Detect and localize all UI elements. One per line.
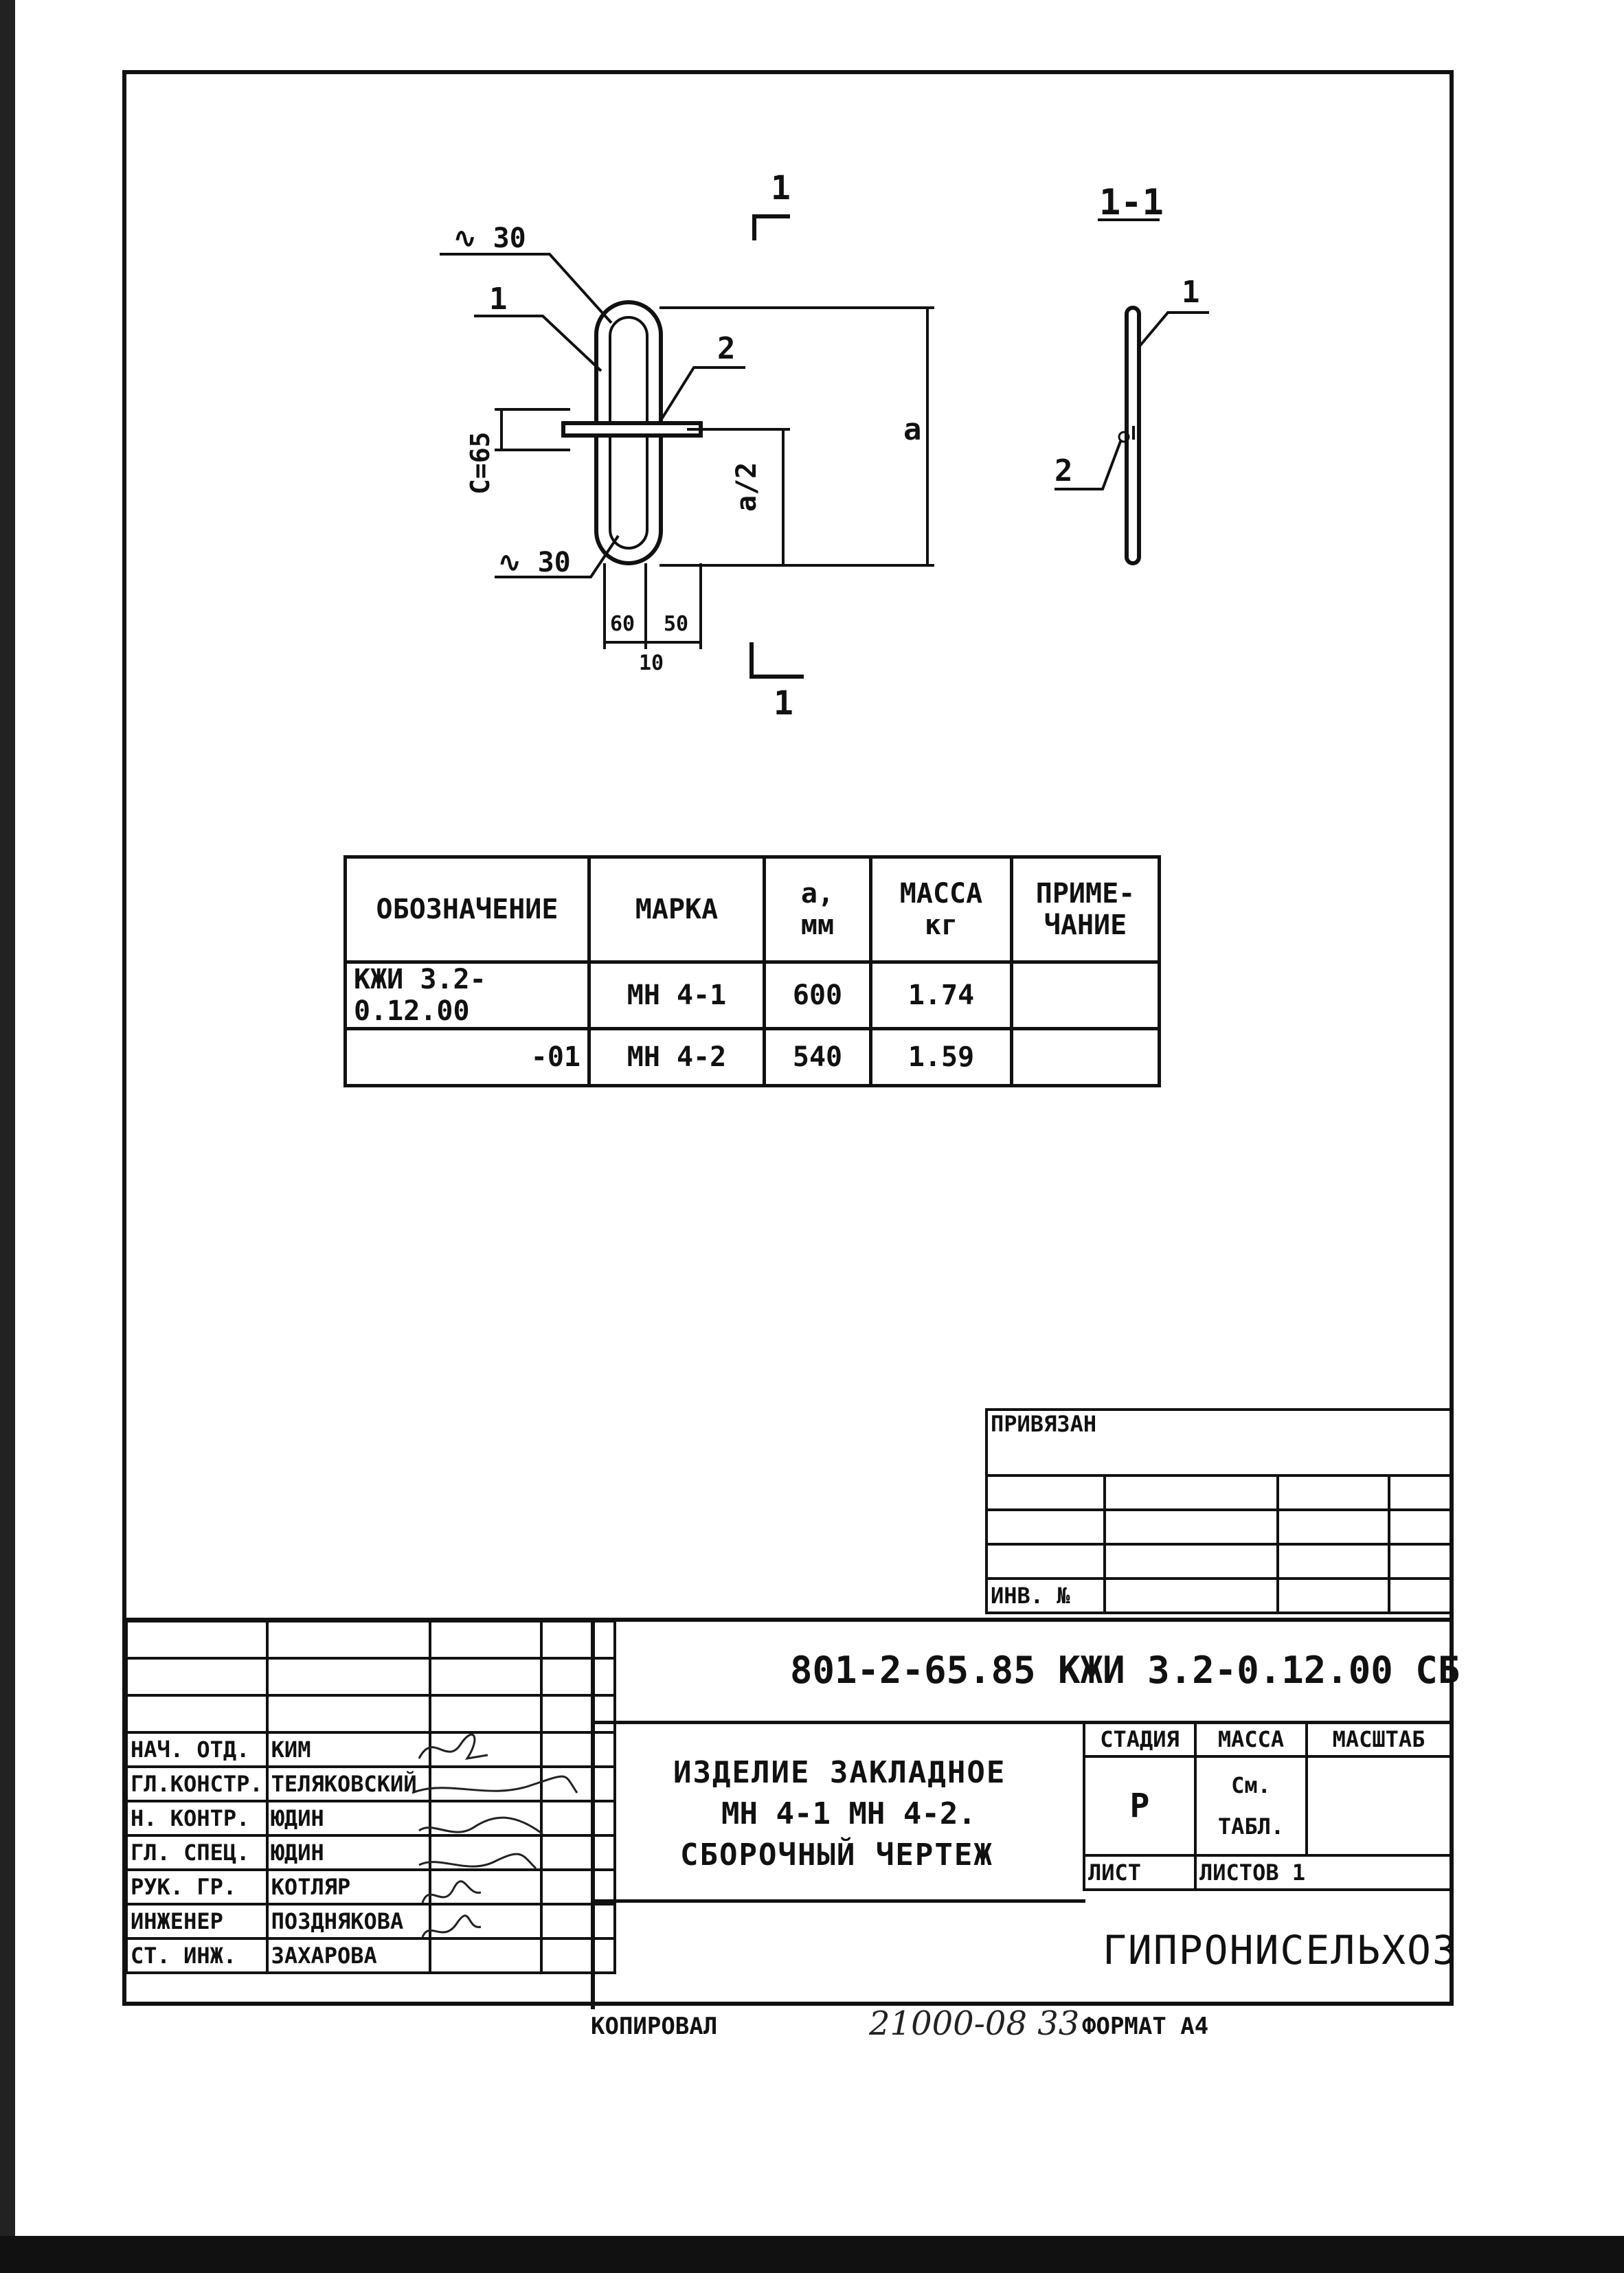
- section-leader-2-label: 2: [1055, 453, 1073, 488]
- staff-role: ГЛ.КОНСТР.: [126, 1767, 267, 1801]
- binding-block: [985, 1408, 1452, 1614]
- table-cell: МН 4-1: [589, 962, 765, 1029]
- table-cell: 1.59: [871, 1029, 1012, 1086]
- table-row: [346, 1029, 1160, 1086]
- mass-label: МАССА: [1195, 1722, 1307, 1756]
- spec-header: ПРИМЕ- ЧАНИЕ: [1012, 857, 1160, 962]
- format-label: ФОРМАТ А4: [1082, 2013, 1209, 2040]
- binding-label: ПРИВЯЗАН: [986, 1410, 1451, 1475]
- stage-table: [1083, 1721, 1452, 1891]
- table-cell: [1012, 1029, 1160, 1086]
- dimension-a-half-label: a/2: [731, 462, 763, 512]
- staff-role: НАЧ. ОТД.: [126, 1732, 267, 1767]
- section-leader-1-label: 1: [1182, 275, 1200, 310]
- dimension-60-label: 60: [610, 612, 635, 636]
- organization-name: ГИПРОНИСЕЛЬХОЗ: [1103, 1927, 1458, 1974]
- mass-value-line-1: См.: [1231, 1772, 1271, 1798]
- staff-name: КИМ: [267, 1732, 430, 1767]
- staff-role: ИНЖЕНЕР: [126, 1904, 267, 1938]
- staff-name: ЮДИН: [267, 1835, 430, 1870]
- staff-name: ЗАХАРОВА: [267, 1938, 430, 1973]
- dimension-50-label: 50: [664, 612, 689, 636]
- leader-1-label: 1: [489, 282, 508, 317]
- spec-header: МАССА кг: [871, 857, 1012, 962]
- table-cell: [1012, 962, 1160, 1029]
- spec-header: ОБОЗНАЧЕНИЕ: [346, 857, 589, 962]
- staff-name: ЮДИН: [267, 1801, 430, 1835]
- scale-label: МАСШТАБ: [1307, 1722, 1451, 1756]
- mass-value: [1195, 1756, 1307, 1855]
- section-mark-top-label: 1: [771, 169, 791, 207]
- table-cell: КЖИ 3.2-0.12.00: [346, 962, 589, 1029]
- table-cell: 540: [765, 1029, 871, 1086]
- staff-role: ГЛ. СПЕЦ.: [126, 1835, 267, 1870]
- title-line-2: МН 4-1 МН 4-2.: [721, 1796, 976, 1831]
- table-cell: МН 4-2: [589, 1029, 765, 1086]
- table-cell: -01: [346, 1029, 589, 1086]
- dimension-c-label: C=65: [465, 431, 495, 495]
- copy-number: 21000-08 33: [869, 2004, 1080, 2043]
- dimension-a-label: a: [903, 412, 922, 447]
- assembly-drawing: [0, 0, 1624, 790]
- stage-value: Р: [1084, 1756, 1195, 1855]
- sheets-label: ЛИСТОВ 1: [1195, 1855, 1451, 1890]
- stage-label: СТАДИЯ: [1084, 1722, 1195, 1756]
- angle-bottom-label: ∿ 30: [498, 547, 571, 578]
- table-cell: 600: [765, 962, 871, 1029]
- staff-name: ПОЗДНЯКОВА: [267, 1904, 430, 1938]
- section-title: 1-1: [1099, 182, 1164, 223]
- table-row: [346, 962, 1160, 1029]
- inventory-number-label: ИНВ. №: [986, 1579, 1105, 1613]
- plate: [563, 423, 701, 436]
- staff-role: РУК. ГР.: [126, 1870, 267, 1904]
- staff-name: КОТЛЯР: [267, 1870, 430, 1904]
- mass-value-line-2: ТАБЛ.: [1217, 1813, 1285, 1840]
- leader-2-label: 2: [717, 331, 736, 366]
- document-code: 801-2-65.85 КЖИ 3.2-0.12.00 СБ: [790, 1649, 1461, 1692]
- dimension-10-label: 10: [639, 651, 664, 675]
- specification-table: [343, 855, 1161, 1087]
- title-line-3: СБОРОЧНЫЙ ЧЕРТЕЖ: [680, 1837, 993, 1873]
- copied-label: КОПИРОВАЛ: [591, 2013, 718, 2040]
- spec-header: a, мм: [765, 857, 871, 962]
- sheet-label: ЛИСТ: [1084, 1855, 1195, 1890]
- section-mark-bottom-label: 1: [774, 684, 793, 723]
- section-mark-top: [754, 216, 790, 240]
- spec-header: МАРКА: [589, 857, 765, 962]
- scan-edge-bottom: [0, 2236, 1624, 2273]
- staff-role: Н. КОНТР.: [126, 1801, 267, 1835]
- angle-top-label: ∿ 30: [453, 223, 526, 254]
- spec-header-row: [346, 857, 1160, 962]
- title-line-1: ИЗДЕЛИЕ ЗАКЛАДНОЕ: [673, 1755, 1006, 1790]
- staff-name: ТЕЛЯКОВСКИЙ: [267, 1767, 430, 1801]
- section-mark-bottom: [752, 642, 804, 677]
- table-cell: 1.74: [871, 962, 1012, 1029]
- staff-role: СТ. ИНЖ.: [126, 1938, 267, 1973]
- signatures: [405, 1731, 591, 2006]
